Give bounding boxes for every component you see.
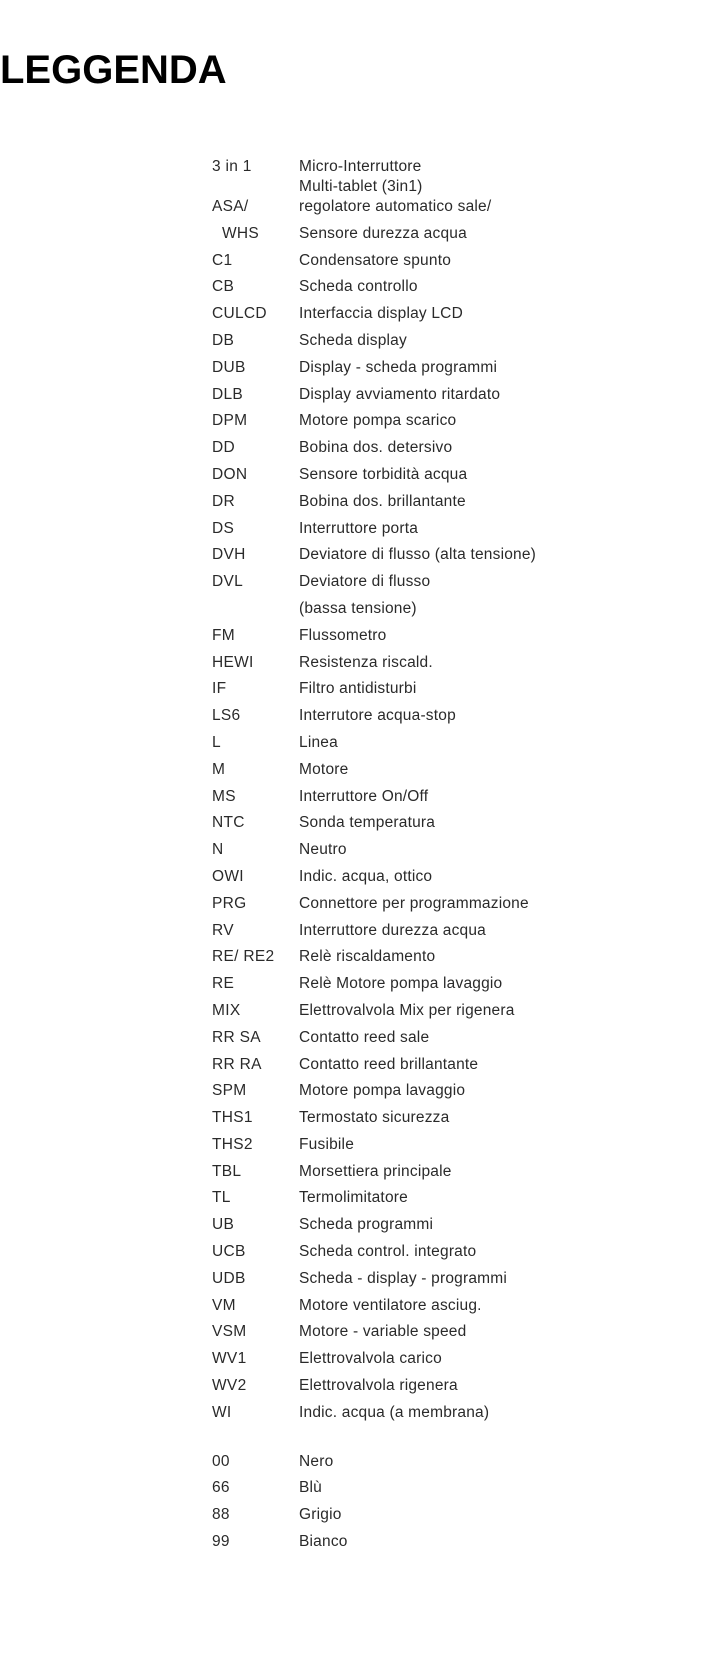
legend-description: Scheda - display - programmi (299, 1269, 508, 1287)
legend-description: regolatore automatico sale/ (299, 198, 492, 215)
legend-code: DUB (212, 358, 246, 376)
legend-row (212, 653, 672, 680)
legend-code: DD (212, 439, 235, 457)
legend-code: RE/ RE2 (212, 948, 275, 966)
legend-code: WI (212, 1403, 232, 1421)
legend-description: Relè Motore pompa lavaggio (299, 975, 503, 993)
color-row (212, 1505, 672, 1532)
legend-description: Display - scheda programmi (299, 358, 498, 376)
legend-description: Motore - variable speed (299, 1323, 467, 1341)
legend-list (212, 157, 672, 1559)
color-code: 99 (212, 1533, 230, 1551)
legend-row (212, 251, 672, 278)
legend-description: Interrutore acqua-stop (299, 707, 456, 725)
legend-description: Sensore torbidità acqua (299, 465, 468, 483)
legend-description: Fusibile (299, 1135, 355, 1153)
legend-description: Motore pompa lavaggio (299, 1082, 466, 1100)
legend-code: WV2 (212, 1377, 247, 1395)
legend-row (212, 157, 672, 177)
legend-code: HEWI (212, 653, 254, 671)
legend-description: Scheda programmi (299, 1216, 434, 1234)
legend-code: RR SA (212, 1028, 261, 1046)
legend-row (212, 840, 672, 867)
color-row (212, 1532, 672, 1559)
legend-code: UDB (212, 1269, 246, 1287)
legend-description: Filtro antidisturbi (299, 680, 417, 698)
legend-row (212, 519, 672, 546)
legend-row (212, 760, 672, 787)
color-code: 88 (212, 1506, 230, 1524)
legend-description: Interfaccia display LCD (299, 305, 463, 323)
legend-description: Flussometro (299, 626, 387, 644)
legend-code: RV (212, 921, 234, 939)
legend-code: DB (212, 331, 235, 349)
legend-description: Bobina dos. brillantante (299, 492, 466, 510)
legend-code: N (212, 841, 224, 859)
legend-code: C1 (212, 251, 233, 269)
legend-row (212, 1403, 672, 1430)
legend-description: Display avviamento ritardato (299, 385, 501, 403)
legend-code: DVL (212, 573, 244, 591)
legend-row (212, 224, 672, 251)
legend-description: Deviatore di flusso (alta tensione) (299, 546, 537, 564)
legend-code: DVH (212, 546, 246, 564)
color-row (212, 1478, 672, 1505)
legend-code: THS2 (212, 1135, 253, 1153)
legend-row (212, 438, 672, 465)
legend-code: MIX (212, 1001, 241, 1019)
legend-description: Connettore per programmazione (299, 894, 529, 912)
legend-code: THS1 (212, 1109, 253, 1127)
legend-row (212, 1001, 672, 1028)
legend-description: Resistenza riscald. (299, 653, 433, 671)
legend-description: Scheda control. integrato (299, 1243, 477, 1261)
legend-code: FM (212, 626, 235, 644)
legend-description: Elettrovalvola carico (299, 1350, 442, 1368)
legend-row (212, 974, 672, 1001)
legend-row (212, 1296, 672, 1323)
legend-row (212, 1349, 672, 1376)
legend-row (212, 572, 672, 599)
legend-code: TL (212, 1189, 231, 1207)
color-code: 66 (212, 1479, 230, 1497)
legend-row (212, 1242, 672, 1269)
legend-description: Linea (299, 733, 338, 751)
page-title: LEGGENDA (0, 48, 227, 92)
legend-description: Termolimitatore (299, 1189, 408, 1207)
color-code: 00 (212, 1452, 230, 1470)
legend-code: OWI (212, 867, 244, 885)
legend-row (212, 358, 672, 385)
legend-code: UCB (212, 1243, 246, 1261)
legend-row (212, 411, 672, 438)
legend-row (212, 1188, 672, 1215)
legend-row (212, 465, 672, 492)
legend-description: Deviatore di flusso (299, 573, 431, 591)
color-name: Blù (299, 1479, 323, 1497)
legend-code: DR (212, 492, 235, 510)
legend-code: VSM (212, 1323, 247, 1341)
legend-row (212, 304, 672, 331)
legend-code: RR RA (212, 1055, 262, 1073)
legend-description: Scheda display (299, 331, 407, 349)
legend-description: Bobina dos. detersivo (299, 439, 453, 457)
legend-code: MS (212, 787, 236, 805)
legend-code: 3 in 1 (212, 158, 252, 175)
legend-code: L (212, 733, 221, 751)
legend-code: DLB (212, 385, 244, 403)
legend-description: Sensore durezza acqua (299, 224, 467, 242)
legend-row (212, 813, 672, 840)
legend-row (212, 1108, 672, 1135)
legend-description: Elettrovalvola Mix per rigenera (299, 1001, 515, 1019)
legend-code: TBL (212, 1162, 242, 1180)
legend-description: (bassa tensione) (299, 599, 417, 617)
legend-description: Morsettiera principale (299, 1162, 452, 1180)
legend-row (212, 1081, 672, 1108)
legend-row (212, 1269, 672, 1296)
legend-row (212, 599, 672, 626)
legend-row (212, 277, 672, 304)
legend-code: CULCD (212, 305, 267, 323)
legend-description: Scheda controllo (299, 278, 418, 296)
legend-row (212, 331, 672, 358)
legend-description: Sonda temperatura (299, 814, 436, 832)
legend-row (212, 492, 672, 519)
legend-row (212, 1055, 672, 1082)
legend-row (212, 787, 672, 814)
legend-code: ASA/ (212, 198, 249, 215)
legend-description: Micro-Interruttore (299, 158, 422, 175)
legend-row (212, 197, 672, 224)
legend-description: Motore (299, 760, 349, 778)
legend-code: LS6 (212, 707, 241, 725)
legend-description: Interruttore On/Off (299, 787, 429, 805)
legend-row (212, 1162, 672, 1189)
legend-description: Motore pompa scarico (299, 412, 457, 430)
legend-code: PRG (212, 894, 247, 912)
legend-row (212, 385, 672, 412)
legend-row (212, 894, 672, 921)
legend-description: Elettrovalvola rigenera (299, 1377, 458, 1395)
legend-row (212, 1028, 672, 1055)
legend-description: Multi-tablet (3in1) (299, 178, 423, 195)
legend-row (212, 706, 672, 733)
legend-description: Indic. acqua (a membrana) (299, 1403, 490, 1421)
legend-code: DS (212, 519, 235, 537)
legend-row (212, 733, 672, 760)
legend-row (212, 921, 672, 948)
legend-row (212, 1215, 672, 1242)
legend-row (212, 177, 672, 197)
legend-code: VM (212, 1296, 236, 1314)
color-name: Nero (299, 1452, 334, 1470)
legend-description: Motore ventilatore asciug. (299, 1296, 482, 1314)
legend-description: Interruttore durezza acqua (299, 921, 486, 939)
legend-code: DON (212, 465, 248, 483)
legend-code: RE (212, 975, 235, 993)
legend-description: Contatto reed brillantante (299, 1055, 479, 1073)
legend-row (212, 1376, 672, 1403)
legend-code: SPM (212, 1082, 247, 1100)
legend-code: IF (212, 680, 227, 698)
legend-row (212, 545, 672, 572)
legend-row (212, 679, 672, 706)
legend-row (212, 626, 672, 653)
legend-description: Interruttore porta (299, 519, 419, 537)
legend-description: Indic. acqua, ottico (299, 867, 433, 885)
legend-row (212, 1322, 672, 1349)
legend-code: WHS (222, 224, 260, 242)
legend-code: CB (212, 278, 235, 296)
legend-description: Relè riscaldamento (299, 948, 436, 966)
legend-description: Termostato sicurezza (299, 1109, 450, 1127)
legend-code: NTC (212, 814, 245, 832)
color-name: Grigio (299, 1506, 342, 1524)
legend-row (212, 867, 672, 894)
color-name: Bianco (299, 1533, 348, 1551)
legend-code: WV1 (212, 1350, 247, 1368)
legend-code: DPM (212, 412, 248, 430)
legend-code: M (212, 760, 226, 778)
color-row (212, 1452, 672, 1479)
legend-description: Condensatore spunto (299, 251, 452, 269)
legend-description: Contatto reed sale (299, 1028, 430, 1046)
legend-description: Neutro (299, 841, 347, 859)
legend-code: UB (212, 1216, 235, 1234)
legend-row (212, 947, 672, 974)
legend-row (212, 1135, 672, 1162)
